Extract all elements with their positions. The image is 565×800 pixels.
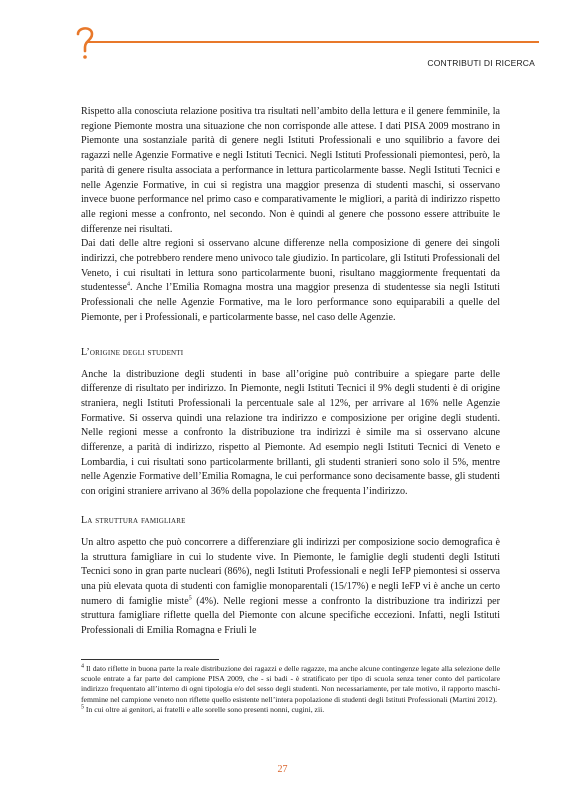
footnote-marker: 4 (81, 663, 84, 670)
footnotes (81, 664, 500, 715)
paragraph-gender-piemonte: Rispetto alla conosciuta relazione positiva tra risultati nell’ambito della lettura e il genere femminile, la regione Piemonte mostra una situazione che non corrisponde alle attese. I dati PISA 2009 mostrano in Piemonte una sostanziale parità di genere negli Istituti Professionali e uno squilibrio a favore dei ragazzi nelle Agenzie Formative e negli Istituti Tecnici. Negli Istituti Professionali piemontesi, però, la parità di genere risulta associata a performance in lettura particolarmente basse. Negli Istituti Tecnici e nelle Agenzie Formative, in cui si registra una maggior presenza di studenti maschi, si osservano invece buone performance nel primo caso e comparativamente le migliori, a parità di indirizzo rispetto alle regioni messe a confronto, nel secondo. Non è quindi al genere che possono essere attribuite le differenze nei risultati. (81, 106, 500, 235)
paragraph-family (81, 536, 500, 639)
footnote-divider (81, 659, 219, 660)
section-label: CONTRIBUTI DI RICERCA (427, 58, 535, 68)
paragraph-text: Un altro aspetto che può concorrere a differenziare gli indirizzi per composizione socio demografica è la struttura famigliare in cui lo studente vive. In Piemonte, le famiglie degli studenti degli Istituti Tecnici sono in gran parte nucleari (86%), negli Istituti Professionali e negli IeFP piemontesi si osserva una più elevata quota di studenti con famiglie monoparentali (15/17%) e negli IeFP vi è anche un certo numero di famiglie miste (81, 536, 500, 607)
paragraph-origin: Anche la distribuzione degli studenti in base all’origine può contribuire a spiegare parte delle differenze di risultato per indirizzo. In Piemonte, negli Istituti Tecnici il 9% degli studenti è di origine straniera, negli Istituti Professionali la percentuale sale al 12%, per arrivare al 16% nelle Agenzie Formative. Si osserva quindi una relazione tra indirizzo e composizione per origine degli studenti. Nelle regioni messe a confronto la distribuzione tra indirizzi è simile ma si osservano alcune differenze, a parità di indirizzo, rispetto al Piemonte. Ad esempio negli Istituti Tecnici di Veneto e Lombardia, i cui risultati sono particolarmente brillanti, gli studenti stranieri sono solo il 5%, mentre nelle Agenzie Formative dell’Emilia Romagna, le cui performance sono decisamente basse, gli studenti con origini straniere arrivano al 36% della popolazione che frequenta l’indirizzo. (81, 368, 500, 498)
paragraph-text: Dai dati delle altre regioni si osservano alcune differenze nella composizione di genere dei singoli indirizzi, che potrebbero rendere meno univoco tale giudizio. In particolare, gli Istituti Professionali del Veneto, i cui risultati in lettura sono particolarmente buoni, risultano maggiormente frequentati da studentesse (81, 238, 500, 294)
section-heading-origin: L’origine degli studenti (81, 346, 184, 358)
footnote-ref-4[interactable]: 4 (126, 282, 130, 289)
paragraph-text: . Anche l’Emilia Romagna mostra una maggior presenza di studentesse sia negli Istituti Professionali che nelle Agenzie Formative, ma le loro performance sono equiparabili a quelle del Piemonte, per i Professionali, e particolarmente basse, nel caso delle Agenzie. (81, 282, 500, 323)
paragraph-text: (4%). Nelle regioni messe a confronto la distribuzione tra indirizzi per struttura famigliare riflette quella del Piemonte con alcune specifiche eccezioni. Infatti, negli Istituti Professionali di Emilia Romagna e Friuli le (81, 595, 500, 637)
footnote-marker: 5 (81, 704, 84, 711)
header-rule (88, 41, 539, 43)
paragraph-other-regions (81, 237, 500, 325)
footnote-text: In cui oltre ai genitori, ai fratelli e alle sorelle sono presenti nonni, cugini, zii. (84, 704, 325, 714)
footnote-5 (81, 705, 500, 715)
section-heading-family: La struttura famigliare (81, 514, 186, 526)
main-text (81, 105, 500, 639)
footnote-ref-5[interactable]: 5 (188, 595, 192, 602)
page-number: 27 (277, 764, 288, 775)
footnote-4 (81, 664, 500, 705)
footnote-text: Il dato riflette in buona parte la reale distribuzione dei ragazzi e delle ragazze, ma anche alcune contingenze legate alla selezione delle scuole entrate a far parte del campione PISA 2009, che - si badi - è stratificato per tipo di scuola senza tener conto del particolare indirizzo frequentato all’interno di ogni tipologia e/o del sesso degli studenti. Non necessariamente, per tale motivo, il rapporto maschi-femmine nel campione veneto non riflette quello esistente nell’intera popolazione di studenti degli Istituti Professionali (Martini 2012). (81, 664, 500, 704)
logo-icon (74, 24, 96, 60)
